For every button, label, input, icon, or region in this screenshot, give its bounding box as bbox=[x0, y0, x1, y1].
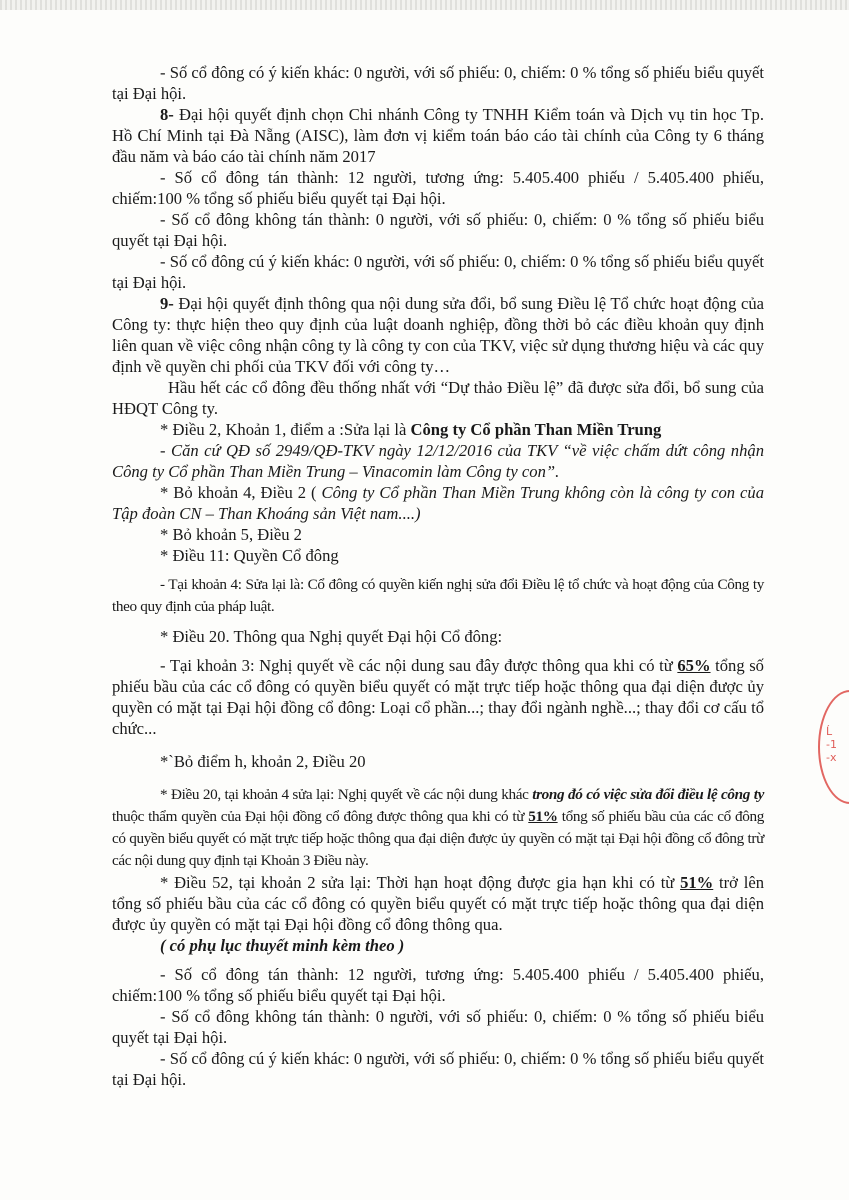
decision-reference: - Căn cứ QĐ số 2949/QĐ-TKV ngày 12/12/2016 của TKV “về việc chấm dứt công nhận Công ty Cổ phần Than Miền Trung – Vinacomin làm Công ty con”. bbox=[112, 441, 764, 481]
resolution-number: 8- bbox=[160, 105, 174, 124]
votes-against-9: - Số cổ đông không tán thành: 0 người, với số phiếu: 0, chiếm: 0 % tổng số phiếu biểu quyết tại Đại hội. bbox=[112, 1007, 764, 1047]
article-20-clause-3 bbox=[112, 655, 764, 739]
resolution-9 bbox=[112, 293, 764, 377]
article-52-clause-2 bbox=[112, 872, 764, 935]
appendix-note: ( có phụ lục thuyết minh kèm theo ) bbox=[160, 936, 405, 955]
article-11-clause-4: - Tại khoản 4: Sửa lại là: Cổ đông có quyền kiến nghị sửa đổi Điều lệ tổ chức và hoạt động của Công ty theo quy định của pháp luật. bbox=[112, 576, 764, 615]
clause-note: Công ty Cổ phần Than Miền Trung không còn là công ty con của Tập đoàn CN – Than Khoáng sản Việt nam....) bbox=[112, 483, 765, 523]
article-2-clause-4 bbox=[112, 482, 764, 524]
clause-text: trở lên tổng số phiếu bầu của các cổ đông có quyền biểu quyết có mặt trực tiếp hoặc thông qua đại diện được ủy quyền có mặt tại Đại hội đồng cổ đông thông qua. bbox=[112, 873, 765, 934]
article-11-heading: * Điều 11: Quyền Cổ đông bbox=[160, 546, 339, 565]
article-20-remove-point-h: *`Bỏ điểm h, khoản 2, Điều 20 bbox=[160, 752, 366, 771]
votes-other-opinion-9: - Số cổ đông cú ý kiến khác: 0 người, với số phiếu: 0, chiếm: 0 % tổng số phiếu biểu quyết tại Đại hội. bbox=[112, 1049, 764, 1089]
votes-approve-8: - Số cổ đông tán thành: 12 người, tương ứng: 5.405.400 phiếu / 5.405.400 phiếu, chiếm:100 % tổng số phiếu biểu quyết tại Đại hội. bbox=[112, 168, 764, 208]
article-2-clause-1 bbox=[112, 419, 764, 440]
clause-text: * Bỏ khoản 4, Điều 2 ( bbox=[160, 483, 322, 502]
votes-approve-9: - Số cổ đông tán thành: 12 người, tương ứng: 5.405.400 phiếu / 5.405.400 phiếu, chiếm:100 % tổng số phiếu biểu quyết tại Đại hội. bbox=[112, 965, 764, 1005]
votes-other-opinion-7: - Số cổ đông có ý kiến khác: 0 người, với số phiếu: 0, chiếm: 0 % tổng số phiếu biểu quyết tại Đại hội. bbox=[112, 63, 764, 103]
votes-against-8: - Số cổ đông không tán thành: 0 người, với số phiếu: 0, chiếm: 0 % tổng số phiếu biểu quyết tại Đại hội. bbox=[112, 210, 764, 250]
article-20-heading: * Điều 20. Thông qua Nghị quyết Đại hội Cổ đông: bbox=[160, 627, 503, 646]
threshold-51: 51% bbox=[528, 808, 558, 825]
resolution-number: 9- bbox=[160, 294, 174, 313]
clause-emphasis: trong đó có việc sửa đổi điều lệ công ty bbox=[532, 786, 765, 803]
resolution-text: Đại hội quyết định thông qua nội dung sửa đổi, bổ sung Điều lệ Tổ chức hoạt động của Công ty: thực hiện theo quy định của luật doanh nghiệp, đồng thời bỏ các điều khoản quy định liên quan về việc công nhận công ty là công ty con của TKV, việc sử dụng thương hiệu và các quy định về quyền chi phối của TKV đối với công ty… bbox=[112, 294, 764, 376]
clause-text: - Tại khoản 3: Nghị quyết về các nội dung sau đây được thông qua khi có từ bbox=[160, 656, 678, 675]
company-name: Công ty Cổ phần Than Miền Trung bbox=[410, 420, 662, 439]
article-20-clause-4 bbox=[112, 784, 764, 872]
shareholder-agreement: Hầu hết các cổ đông đều thống nhất với “Dự thảo Điều lệ” đã được sửa đổi, bổ sung của HĐQT Công ty. bbox=[112, 378, 764, 418]
clause-text: tổng số phiếu bầu của các cổ đông có quyền biểu quyết có mặt trực tiếp hoặc thông qua đại diện được ủy quyền có mặt tại Đại hội đồng cổ đông: Loại cổ phần...; thay đổi ngành nghề...; thay đổi cơ cấu tổ chức... bbox=[112, 656, 764, 738]
threshold-51: 51% bbox=[680, 873, 714, 892]
resolution-text: Đại hội quyết định chọn Chi nhánh Công ty TNHH Kiểm toán và Dịch vụ tin học Tp. Hồ Chí Minh tại Đà Nẵng (AISC), làm đơn vị kiểm toán báo cáo tài chính của Công ty 6 tháng đầu năm và báo cáo tài chính năm 2017 bbox=[112, 105, 764, 166]
clause-text: * Điều 52, tại khoản 2 sửa lại: Thời hạn hoạt động được gia hạn khi có từ bbox=[160, 873, 681, 892]
clause-text: thuộc thẩm quyền của Đại hội đồng cổ đông được thông qua khi có từ bbox=[112, 808, 529, 825]
scan-top-edge bbox=[0, 0, 849, 10]
clause-text: tổng số phiếu bầu của các cổ đông có quyền biểu quyết có mặt trực tiếp hoặc thông qua đại diện được ủy quyền có mặt tại Đại hội đồng cổ đông trừ các nội dung quy định tại Khoản 3 Điều này. bbox=[112, 808, 764, 869]
article-2-clause-5: * Bỏ khoản 5, Điều 2 bbox=[160, 525, 302, 544]
seal-partial-text: Ĺ -1 -x bbox=[826, 725, 837, 764]
clause-text: * Điều 2, Khoản 1, điểm a :Sửa lại là bbox=[160, 420, 411, 439]
clause-text: * Điều 20, tại khoản 4 sửa lại: Nghị quyết về các nội dung khác bbox=[160, 786, 533, 803]
votes-other-opinion-8: - Số cổ đông cú ý kiến khác: 0 người, với số phiếu: 0, chiếm: 0 % tổng số phiếu biểu quyết tại Đại hội. bbox=[112, 252, 764, 292]
resolution-8 bbox=[112, 104, 764, 167]
threshold-65: 65% bbox=[677, 656, 711, 675]
document-page bbox=[112, 62, 764, 1090]
